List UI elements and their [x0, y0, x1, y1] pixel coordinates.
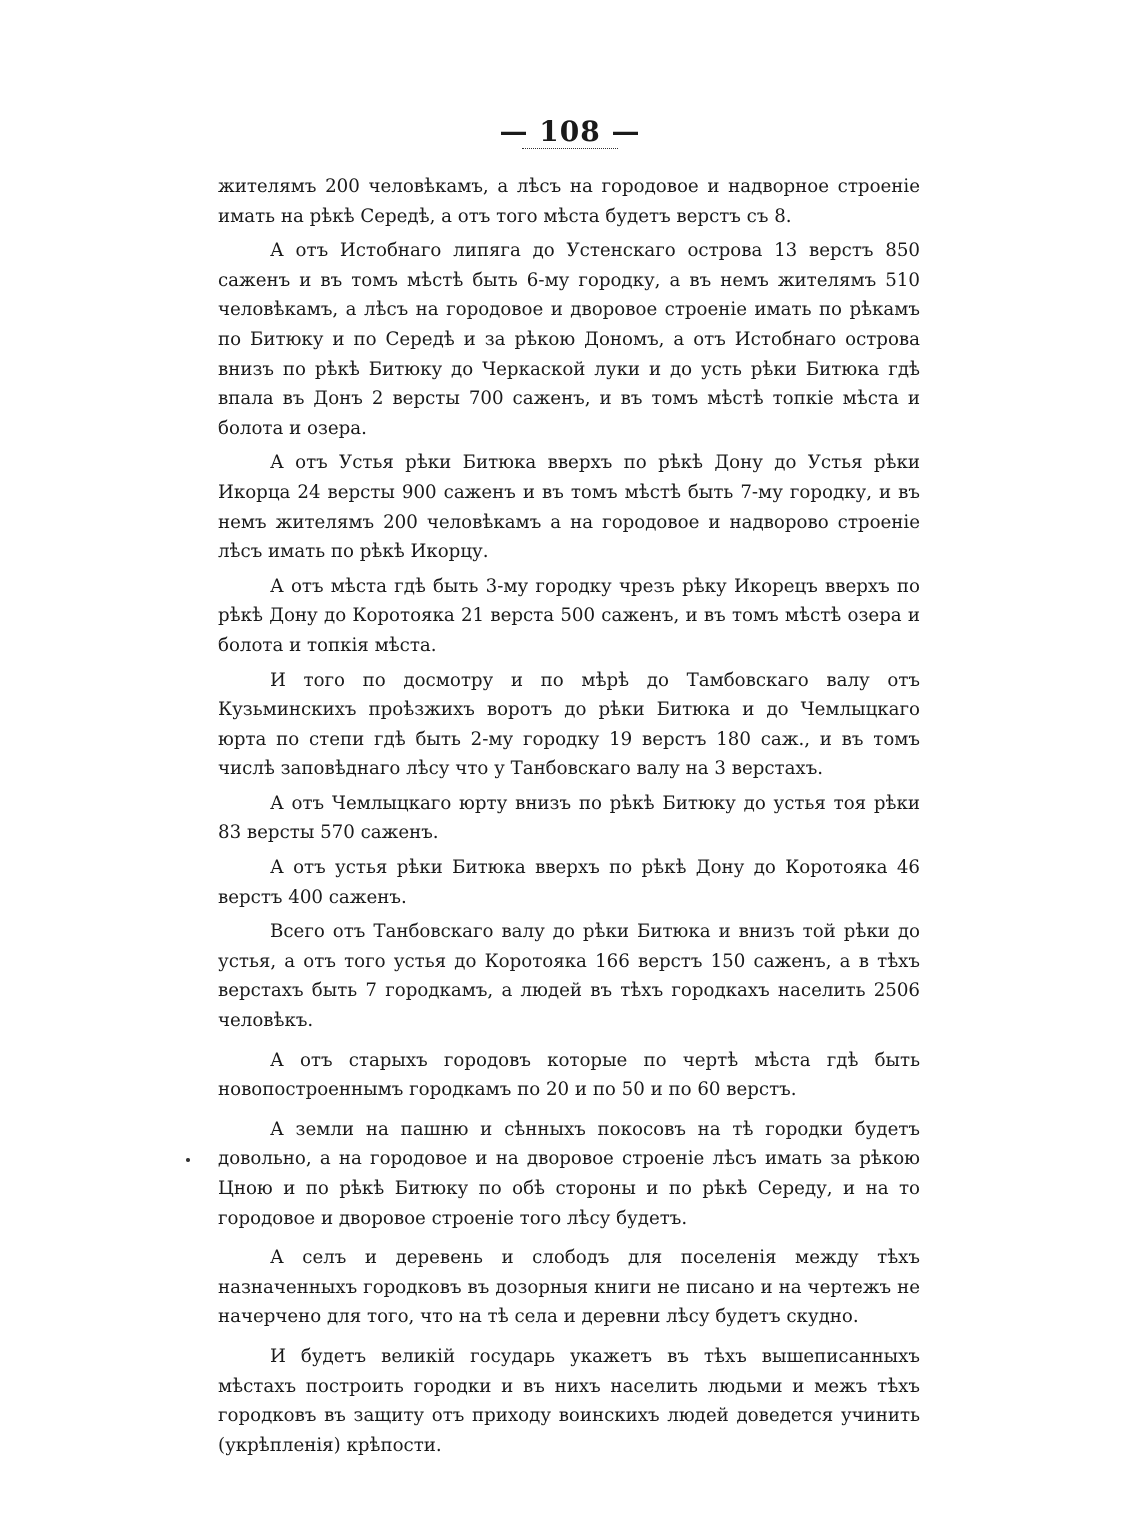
page-number-ornament	[522, 148, 618, 149]
paragraph: А отъ Истобнаго липяга до Устенскаго острова 13 верстъ 850 саженъ и въ томъ мѣстѣ быть 6-му городку, а въ немъ жителямъ 510 человѣкамъ, а лѣсъ на городовое и дворовое строеніе имать по рѣкамъ по Битюку и по Середѣ и за рѣкою Дономъ, а отъ Истобнаго острова внизъ по рѣкѣ Битюку до Черкаской луки и до усть рѣки Битюка гдѣ впала въ Донъ 2 версты 700 саженъ, и въ томъ мѣстѣ топкіе мѣста и болота и озера.	[218, 240, 920, 439]
paragraph: А отъ старыхъ городовъ которые по чертѣ мѣста гдѣ быть новопостроеннымъ городкамъ по 20 и по 50 и по 60 верстъ.	[218, 1049, 920, 1101]
paragraph: А отъ устья рѣки Битюка вверхъ по рѣкѣ Дону до Коротояка 46 верстъ 400 саженъ.	[218, 857, 920, 908]
paragraph: А отъ мѣста гдѣ быть 3-му городку чрезъ рѣку Икорецъ вверхъ по рѣкѣ Дону до Коротояка 21 верста 500 саженъ, и въ томъ мѣстѣ озера и болота и топкія мѣста.	[218, 575, 920, 656]
paragraph: А земли на пашню и сѣнныхъ покосовъ на тѣ городки будетъ довольно, а на городовое и на дворовое строеніе лѣсъ имать за рѣкою Цною и по рѣкѣ Битюку по обѣ стороны и по рѣкѣ Середу, и на то городовое и дворовое строеніе того лѣсу будетъ.	[218, 1118, 920, 1229]
page-number: — 108 —	[499, 115, 641, 148]
paragraph: И того по досмотру и по мѣрѣ до Тамбовскаго валу отъ Кузьминскихъ проѣзжихъ воротъ до рѣки Битюка и до Чемлыцкаго юрта по степи гдѣ быть 2-му городку 19 верстъ 180 саж., и въ томъ числѣ заповѣднаго лѣсу что у Танбовскаго валу на 3 верстахъ.	[218, 669, 920, 780]
paragraph: А отъ Чемлыцкаго юрту внизъ по рѣкѣ Битюку до устья тоя рѣки 83 версты 570 саженъ.	[218, 792, 920, 844]
scan-speck	[186, 1158, 190, 1162]
paragraph: А селъ и деревень и слободъ для поселенія между тѣхъ назначенныхъ городковъ въ дозорныя книги не писано и на чертежъ не начерчено для того, что на тѣ села и деревни лѣсу будетъ скудно.	[218, 1247, 920, 1328]
paragraph: Всего отъ Танбовскаго валу до рѣки Битюка и внизъ той рѣки до устья, а отъ того устья до Коротояка 166 верстъ 150 саженъ, а в тѣхъ верстахъ быть 7 городкамъ, а людей въ тѣхъ городкахъ населить 2506 человѣкъ.	[218, 921, 920, 1032]
document-body	[218, 172, 920, 1465]
paragraph: И будетъ великій государь укажетъ въ тѣхъ вышеписанныхъ мѣстахъ построить городки и въ нихъ населить людьми и межъ тѣхъ городковъ въ защиту отъ приходу воинскихъ людей доведется учинить (укрѣпленія) крѣпости.	[218, 1345, 920, 1456]
paragraph: жителямъ 200 человѣкамъ, а лѣсъ на городовое и надворное строеніе имать на рѣкѣ Середѣ, а отъ того мѣста будетъ верстъ съ 8.	[218, 176, 920, 227]
paragraph: А отъ Устья рѣки Битюка вверхъ по рѣкѣ Дону до Устья рѣки Икорца 24 версты 900 саженъ и въ томъ мѣстѣ быть 7-му городку, и въ немъ жителямъ 200 человѣкамъ а на городовое и надворово строеніе лѣсъ имать по рѣкѣ Икорцу.	[218, 452, 920, 563]
